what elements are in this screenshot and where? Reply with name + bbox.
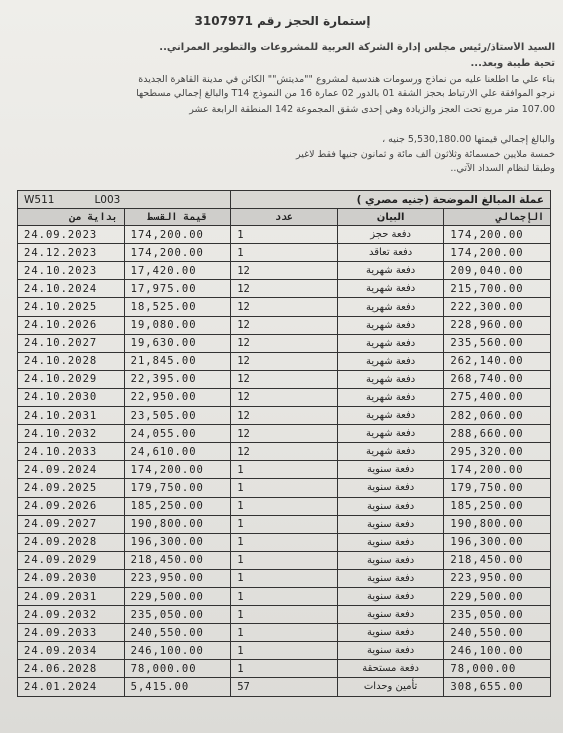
cell-total: 78,000.00 — [444, 660, 551, 678]
greeting-line-2: تحية طيبة وبعد... — [470, 58, 555, 69]
cell-start-date: 24.09.2031 — [18, 587, 125, 605]
cell-description: دفعة سنوية — [337, 461, 444, 479]
cell-installment: 185,250.00 — [124, 497, 231, 515]
cell-count: 12 — [231, 316, 338, 334]
table-row — [18, 678, 551, 696]
cell-count: 1 — [231, 461, 338, 479]
cell-start-date: 24.09.2032 — [18, 606, 125, 624]
cell-start-date: 24.09.2027 — [18, 515, 125, 533]
header-installment: قيمة القسط — [124, 209, 231, 226]
form-title: إستمارة الحجز رقم 3107971 — [194, 14, 371, 28]
cell-installment: 17,420.00 — [124, 262, 231, 280]
cell-installment: 229,500.00 — [124, 587, 231, 605]
cell-total: 215,700.00 — [444, 280, 551, 298]
cell-count: 1 — [231, 515, 338, 533]
table-row — [18, 280, 551, 298]
cell-total: 240,550.00 — [444, 624, 551, 642]
total-amount-line: والبالغ إجمالي قيمتها 5,530,180.00 جنيه ، — [382, 134, 555, 145]
caption-codes — [18, 191, 231, 209]
cell-description: دفعة حجز — [337, 226, 444, 244]
cell-description: دفعة شهرية — [337, 316, 444, 334]
cell-installment: 23,505.00 — [124, 407, 231, 425]
cell-start-date: 24.10.2024 — [18, 280, 125, 298]
cell-start-date: 24.10.2028 — [18, 352, 125, 370]
cell-count: 12 — [231, 298, 338, 316]
cell-description: دفعة شهرية — [337, 388, 444, 406]
table-row — [18, 226, 551, 244]
cell-total: 174,200.00 — [444, 461, 551, 479]
header-start-date: بداية من — [18, 209, 125, 226]
cell-count: 1 — [231, 551, 338, 569]
cell-description: دفعة شهرية — [337, 407, 444, 425]
table-row — [18, 587, 551, 605]
cell-start-date: 24.09.2023 — [18, 226, 125, 244]
cell-installment: 22,395.00 — [124, 370, 231, 388]
body-line-1: بناء علي ما اطلعنا عليه من نماذج ورسومات هندسية لمشروع ""مديتش"" الكائن في مدينة القاهرة الجديدة — [138, 74, 555, 85]
cell-start-date: 24.10.2026 — [18, 316, 125, 334]
table-row — [18, 370, 551, 388]
cell-count: 1 — [231, 497, 338, 515]
header-total: الإجمالي — [444, 209, 551, 226]
cell-count: 1 — [231, 642, 338, 660]
cell-description: دفعة شهرية — [337, 370, 444, 388]
table-row — [18, 479, 551, 497]
cell-description: دفعة سنوية — [337, 551, 444, 569]
cell-total: 223,950.00 — [444, 569, 551, 587]
cell-installment: 174,200.00 — [124, 226, 231, 244]
cell-start-date: 24.10.2025 — [18, 298, 125, 316]
cell-count: 12 — [231, 262, 338, 280]
table-row — [18, 298, 551, 316]
cell-installment: 18,525.00 — [124, 298, 231, 316]
cell-installment: 246,100.00 — [124, 642, 231, 660]
cell-description: دفعة شهرية — [337, 352, 444, 370]
cell-total: 229,500.00 — [444, 587, 551, 605]
table-row — [18, 624, 551, 642]
cell-count: 1 — [231, 660, 338, 678]
currency-caption: عملة المبالغ الموضحة (جنيه مصري ) — [231, 191, 551, 209]
table-row — [18, 569, 551, 587]
cell-description: دفعة سنوية — [337, 642, 444, 660]
cell-installment: 240,550.00 — [124, 624, 231, 642]
table-row — [18, 352, 551, 370]
cell-installment: 17,975.00 — [124, 280, 231, 298]
cell-start-date: 24.09.2026 — [18, 497, 125, 515]
cell-total: 235,560.00 — [444, 334, 551, 352]
cell-description: دفعة سنوية — [337, 515, 444, 533]
cell-total: 179,750.00 — [444, 479, 551, 497]
cell-installment: 218,450.00 — [124, 551, 231, 569]
table-row — [18, 642, 551, 660]
table-row — [18, 388, 551, 406]
cell-total: 174,200.00 — [444, 244, 551, 262]
cell-total: 282,060.00 — [444, 407, 551, 425]
amount-in-words: خمسة ملايين خمسمائة وثلاثون ألف مائة و ثمانون جنيها فقط لاغير — [296, 149, 555, 160]
cell-total: 288,660.00 — [444, 425, 551, 443]
cell-count: 1 — [231, 624, 338, 642]
cell-total: 222,300.00 — [444, 298, 551, 316]
table-row — [18, 443, 551, 461]
table-header-row — [18, 209, 551, 226]
cell-description: دفعة شهرية — [337, 443, 444, 461]
cell-count: 12 — [231, 280, 338, 298]
cell-count: 12 — [231, 425, 338, 443]
table-row — [18, 515, 551, 533]
cell-description: دفعة سنوية — [337, 497, 444, 515]
cell-start-date: 24.09.2029 — [18, 551, 125, 569]
cell-total: 209,040.00 — [444, 262, 551, 280]
cell-total: 174,200.00 — [444, 226, 551, 244]
cell-description: دفعة تعاقد — [337, 244, 444, 262]
table-row — [18, 533, 551, 551]
cell-start-date: 24.12.2023 — [18, 244, 125, 262]
greeting-line: السيد الأستاذ/رئيس مجلس إدارة الشركة العربية للمشروعات والتطوير العمراني.. — [159, 42, 555, 53]
cell-count: 12 — [231, 352, 338, 370]
cell-total: 275,400.00 — [444, 388, 551, 406]
table-row — [18, 244, 551, 262]
cell-installment: 235,050.00 — [124, 606, 231, 624]
cell-start-date: 24.09.2034 — [18, 642, 125, 660]
cell-total: 218,450.00 — [444, 551, 551, 569]
cell-total: 196,300.00 — [444, 533, 551, 551]
cell-description: دفعة مستحقة — [337, 660, 444, 678]
cell-count: 12 — [231, 388, 338, 406]
table-row — [18, 606, 551, 624]
cell-description: دفعة سنوية — [337, 533, 444, 551]
cell-count: 1 — [231, 569, 338, 587]
cell-count: 1 — [231, 244, 338, 262]
cell-start-date: 24.10.2030 — [18, 388, 125, 406]
cell-installment: 223,950.00 — [124, 569, 231, 587]
cell-total: 235,050.00 — [444, 606, 551, 624]
table-row — [18, 660, 551, 678]
cell-installment: 24,055.00 — [124, 425, 231, 443]
code-l: L003 — [94, 193, 121, 206]
cell-description: دفعة سنوية — [337, 587, 444, 605]
cell-start-date: 24.09.2028 — [18, 533, 125, 551]
cell-count: 12 — [231, 443, 338, 461]
code-w: W511 — [24, 193, 55, 206]
cell-total: 190,800.00 — [444, 515, 551, 533]
cell-description: دفعة سنوية — [337, 479, 444, 497]
table-row — [18, 425, 551, 443]
body-line-3: 107.00 متر مربع تحت العجز والزيادة وهي إحدى شقق المجموعة 142 المنطقة الرابعة عشر — [189, 104, 555, 115]
cell-total: 268,740.00 — [444, 370, 551, 388]
cell-start-date: 24.09.2025 — [18, 479, 125, 497]
cell-count: 1 — [231, 226, 338, 244]
cell-start-date: 24.10.2029 — [18, 370, 125, 388]
cell-description: دفعة شهرية — [337, 425, 444, 443]
cell-installment: 19,080.00 — [124, 316, 231, 334]
table-row — [18, 461, 551, 479]
table-row — [18, 497, 551, 515]
cell-start-date: 24.09.2033 — [18, 624, 125, 642]
cell-installment: 179,750.00 — [124, 479, 231, 497]
cell-start-date: 24.10.2033 — [18, 443, 125, 461]
cell-total: 308,655.00 — [444, 678, 551, 696]
cell-installment: 24,610.00 — [124, 443, 231, 461]
cell-total: 295,320.00 — [444, 443, 551, 461]
cell-count: 12 — [231, 407, 338, 425]
cell-count: 1 — [231, 533, 338, 551]
table-row — [18, 551, 551, 569]
cell-description: دفعة سنوية — [337, 569, 444, 587]
cell-count: 1 — [231, 479, 338, 497]
cell-installment: 174,200.00 — [124, 244, 231, 262]
cell-installment: 196,300.00 — [124, 533, 231, 551]
cell-start-date: 24.10.2023 — [18, 262, 125, 280]
payment-schedule — [17, 190, 551, 697]
cell-total: 246,100.00 — [444, 642, 551, 660]
cell-installment: 190,800.00 — [124, 515, 231, 533]
payment-table — [17, 190, 551, 697]
cell-start-date: 24.10.2032 — [18, 425, 125, 443]
body-line-2: نرجو الموافقة علي الارتباط بحجز الشقة 01 بالدور 02 عمارة 16 من النموذج T14 والبالغ إجمالي مسطحها — [136, 88, 555, 99]
cell-start-date: 24.10.2031 — [18, 407, 125, 425]
cell-description: دفعة سنوية — [337, 624, 444, 642]
cell-start-date: 24.06.2028 — [18, 660, 125, 678]
cell-description: دفعة شهرية — [337, 280, 444, 298]
cell-start-date: 24.09.2030 — [18, 569, 125, 587]
table-row — [18, 334, 551, 352]
table-row — [18, 262, 551, 280]
cell-total: 228,960.00 — [444, 316, 551, 334]
cell-description: دفعة سنوية — [337, 606, 444, 624]
cell-description: دفعة شهرية — [337, 262, 444, 280]
cell-installment: 19,630.00 — [124, 334, 231, 352]
table-row — [18, 407, 551, 425]
cell-description: دفعة شهرية — [337, 334, 444, 352]
table-caption-row — [18, 191, 551, 209]
cell-installment: 21,845.00 — [124, 352, 231, 370]
header-description: البيان — [337, 209, 444, 226]
cell-installment: 78,000.00 — [124, 660, 231, 678]
payment-plan-intro: وطبقا لنظام السداد الآتي.. — [450, 163, 555, 174]
cell-start-date: 24.01.2024 — [18, 678, 125, 696]
cell-total: 262,140.00 — [444, 352, 551, 370]
cell-count: 12 — [231, 334, 338, 352]
cell-count: 1 — [231, 587, 338, 605]
cell-description: تأمين وحدات — [337, 678, 444, 696]
cell-description: دفعة شهرية — [337, 298, 444, 316]
header-count: عدد — [231, 209, 338, 226]
cell-installment: 22,950.00 — [124, 388, 231, 406]
cell-installment: 174,200.00 — [124, 461, 231, 479]
cell-installment: 5,415.00 — [124, 678, 231, 696]
cell-count: 1 — [231, 606, 338, 624]
cell-start-date: 24.09.2024 — [18, 461, 125, 479]
cell-total: 185,250.00 — [444, 497, 551, 515]
cell-count: 57 — [231, 678, 338, 696]
table-row — [18, 316, 551, 334]
cell-count: 12 — [231, 370, 338, 388]
cell-start-date: 24.10.2027 — [18, 334, 125, 352]
